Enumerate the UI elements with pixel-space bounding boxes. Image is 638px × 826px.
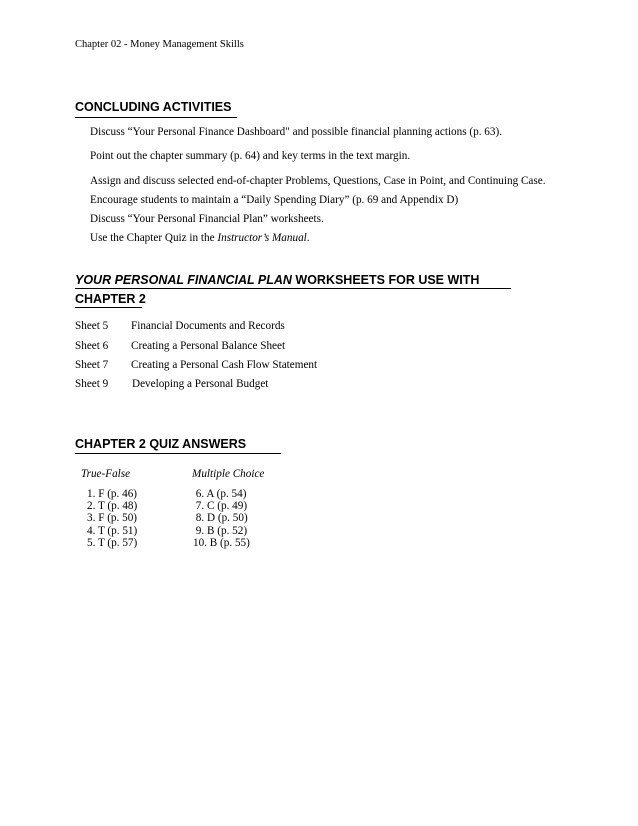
- concluding-line-4: Encourage students to maintain a “Daily Spending Diary” (p. 69 and Appendix D): [90, 194, 459, 206]
- concluding-line-1: Discuss “Your Personal Finance Dashboard" and possible financial planning actions (p. 63).: [90, 126, 503, 138]
- sheet-title: Developing a Personal Budget: [132, 378, 269, 390]
- instructors-manual-title: Instructor’s Manual: [217, 232, 307, 244]
- page-header: Chapter 02 - Money Management Skills: [75, 39, 244, 50]
- mc-answer: 6. A (p. 54): [193, 488, 247, 500]
- mc-answer: 10. B (p. 55): [193, 536, 250, 549]
- concluding-activities-title: CONCLUDING ACTIVITIES: [75, 100, 232, 114]
- worksheets-title-rest: WORKSHEETS FOR USE WITH: [291, 273, 480, 287]
- worksheets-title-italic: YOUR PERSONAL FINANCIAL PLAN: [75, 273, 292, 287]
- sheet-number: Sheet 9: [75, 378, 109, 390]
- tf-answer: 2. T (p. 48): [87, 500, 138, 513]
- multiple-choice-answers: [193, 488, 250, 549]
- sheet-number: Sheet 6: [75, 340, 109, 352]
- tf-answer: 4. T (p. 51): [87, 524, 138, 537]
- mc-answer: 9. B (p. 52): [193, 524, 248, 537]
- concluding-title-underline: [75, 117, 237, 118]
- true-false-answers: [87, 488, 137, 549]
- true-false-header: True-False: [81, 468, 131, 480]
- sheet-title: Financial Documents and Records: [131, 320, 285, 332]
- worksheets-title: [75, 273, 479, 287]
- mc-answer: 8. D (p. 50): [193, 512, 248, 525]
- worksheets-title-line2-underline: [75, 307, 142, 308]
- quiz-line-prefix: Use the Chapter Quiz in the: [90, 232, 218, 244]
- quiz-line-suffix: .: [306, 232, 310, 244]
- quiz-answers-title: CHAPTER 2 QUIZ ANSWERS: [75, 437, 247, 451]
- quiz-title-underline: [75, 453, 281, 454]
- sheet-number: Sheet 5: [75, 320, 109, 332]
- worksheets-title-underline: [75, 288, 511, 289]
- concluding-line-3: Assign and discuss selected end-of-chapter Problems, Questions, Case in Point, and Continuing Case.: [90, 175, 546, 187]
- sheet-title: Creating a Personal Cash Flow Statement: [131, 359, 318, 371]
- concluding-line-2: Point out the chapter summary (p. 64) and key terms in the text margin.: [90, 150, 411, 162]
- multiple-choice-header: Multiple Choice: [192, 468, 265, 480]
- mc-answer: 7. C (p. 49): [193, 500, 248, 513]
- tf-answer: 5. T (p. 57): [87, 536, 138, 549]
- tf-answer: 1. F (p. 46): [87, 488, 138, 500]
- sheet-number: Sheet 7: [75, 359, 109, 371]
- concluding-line-5: Discuss “Your Personal Financial Plan” worksheets.: [90, 213, 324, 225]
- tf-answer: 3. F (p. 50): [87, 512, 138, 525]
- concluding-line-6: [90, 232, 310, 244]
- worksheets-title-line2: CHAPTER 2: [75, 292, 146, 306]
- sheet-title: Creating a Personal Balance Sheet: [131, 340, 286, 352]
